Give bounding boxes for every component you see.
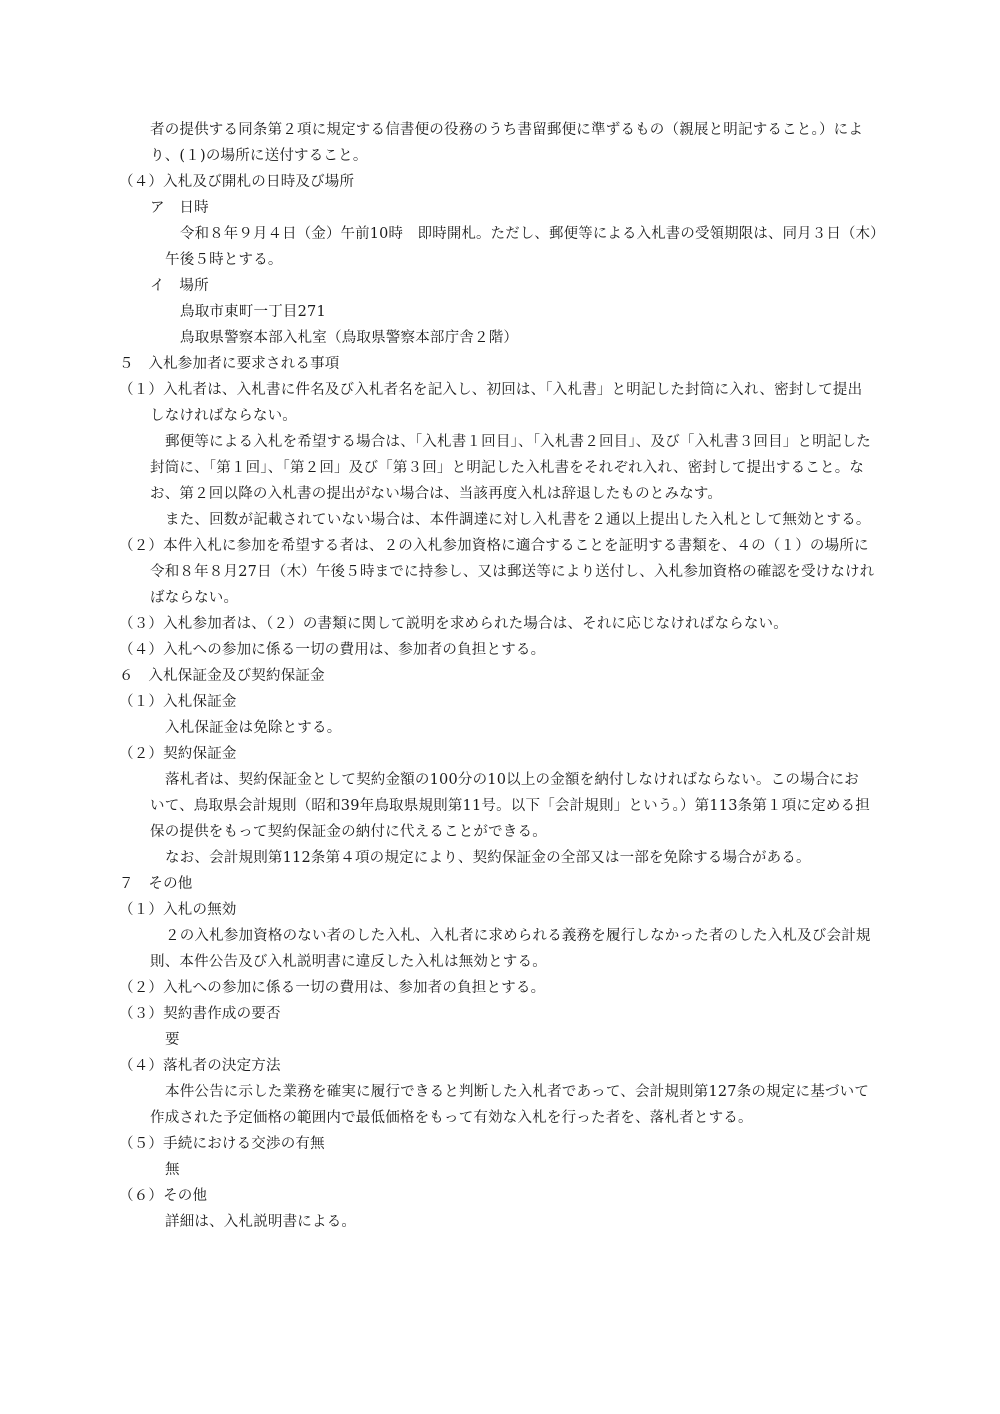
sub-heading: （１）入札の無効 xyxy=(119,902,237,918)
text-line: ２の入札参加資格のない者のした入札、入札者に求められる義務を履行しなかった者のした入札及び会計規 xyxy=(165,928,871,944)
sub-heading: ア 日時 xyxy=(150,200,209,216)
text-line: また、回数が記載されていない場合は、本件調達に対し入札書を２通以上提出した入札として無効とする。 xyxy=(165,512,871,528)
text-line: 郵便等による入札を希望する場合は、「入札書１回目」、「入札書２回目」、及び「入札書３回目」と明記した xyxy=(165,434,871,450)
sub-heading: （６）その他 xyxy=(119,1188,208,1204)
sub-heading: イ 場所 xyxy=(150,278,209,294)
text-line: 要 xyxy=(165,1032,180,1048)
text-line: （２）本件入札に参加を希望する者は、２の入札参加資格に適合することを証明する書類を、４の（１）の場所に xyxy=(119,538,869,554)
text-line: 則、本件公告及び入札説明書に違反した入札は無効とする。 xyxy=(150,954,547,970)
text-line: （３）入札参加者は、（２）の書類に関して説明を求められた場合は、それに応じなければならない。 xyxy=(119,616,788,632)
sub-heading: （１）入札保証金 xyxy=(119,694,237,710)
text-line: 午後５時とする。 xyxy=(165,252,283,268)
text-line: ばならない。 xyxy=(150,590,239,606)
text-line: 鳥取県警察本部入札室（鳥取県警察本部庁舎２階） xyxy=(180,330,519,346)
text-line: 令和８年８月27日（木）午後５時までに持参し、又は郵送等により送付し、入札参加資格の確認を受けなけれ xyxy=(150,564,875,580)
text-line: 入札保証金は免除とする。 xyxy=(165,720,342,736)
section-heading: ６ 入札保証金及び契約保証金 xyxy=(119,668,325,684)
text-line: 無 xyxy=(165,1162,180,1178)
text-line: （１）入札者は、入札書に件名及び入札者名を記入し、初回は、「入札書」と明記した封筒に入れ、密封して提出 xyxy=(119,382,863,398)
text-line: なお、会計規則第112条第４項の規定により、契約保証金の全部又は一部を免除する場合がある。 xyxy=(165,850,811,866)
text-line: お、第２回以降の入札書の提出がない場合は、当該再度入札は辞退したものとみなす。 xyxy=(150,486,723,502)
sub-heading: （４）落札者の決定方法 xyxy=(119,1058,281,1074)
text-line: いて、鳥取県会計規則（昭和39年鳥取県規則第11号。以下「会計規則」という。）第113条第１項に定める担 xyxy=(150,798,870,814)
text-line: 落札者は、契約保証金として契約金額の100分の10以上の金額を納付しなければならない。この場合にお xyxy=(165,772,859,788)
text-line: 封筒に、「第１回」、「第２回」及び「第３回」と明記した入札書をそれぞれ入れ、密封して提出すること。な xyxy=(150,460,865,476)
text-line: （２）入札への参加に係る一切の費用は、参加者の負担とする。 xyxy=(119,980,546,996)
text-line: （４）入札への参加に係る一切の費用は、参加者の負担とする。 xyxy=(119,642,546,658)
text-line: 本件公告に示した業務を確実に履行できると判断した入札者であって、会計規則第127条の規定に基づいて xyxy=(165,1084,870,1100)
sub-heading: （３）契約書作成の要否 xyxy=(119,1006,281,1022)
section-heading: ５ 入札参加者に要求される事項 xyxy=(119,356,340,372)
text-line: り、(１)の場所に送付すること。 xyxy=(150,148,368,164)
text-line: しなければならない。 xyxy=(150,408,297,424)
sub-heading: （５）手続における交渉の有無 xyxy=(119,1136,325,1152)
text-line: 者の提供する同条第２項に規定する信書便の役務のうち書留郵便に準ずるもの（親展と明記すること。）によ xyxy=(150,122,864,138)
text-line: 作成された予定価格の範囲内で最低価格をもって有効な入札を行った者を、落札者とする。 xyxy=(150,1110,753,1126)
section-heading: （４）入札及び開札の日時及び場所 xyxy=(119,174,355,190)
text-line: 詳細は、入札説明書による。 xyxy=(165,1214,357,1230)
text-line: 鳥取市東町一丁目271 xyxy=(180,304,326,320)
section-heading: ７ その他 xyxy=(119,876,193,892)
sub-heading: （２）契約保証金 xyxy=(119,746,237,762)
text-line: 保の提供をもって契約保証金の納付に代えることができる。 xyxy=(150,824,547,840)
text-line: 令和８年９月４日（金）午前10時 即時開札。ただし、郵便等による入札書の受領期限は、同月３日（木） xyxy=(180,226,885,242)
